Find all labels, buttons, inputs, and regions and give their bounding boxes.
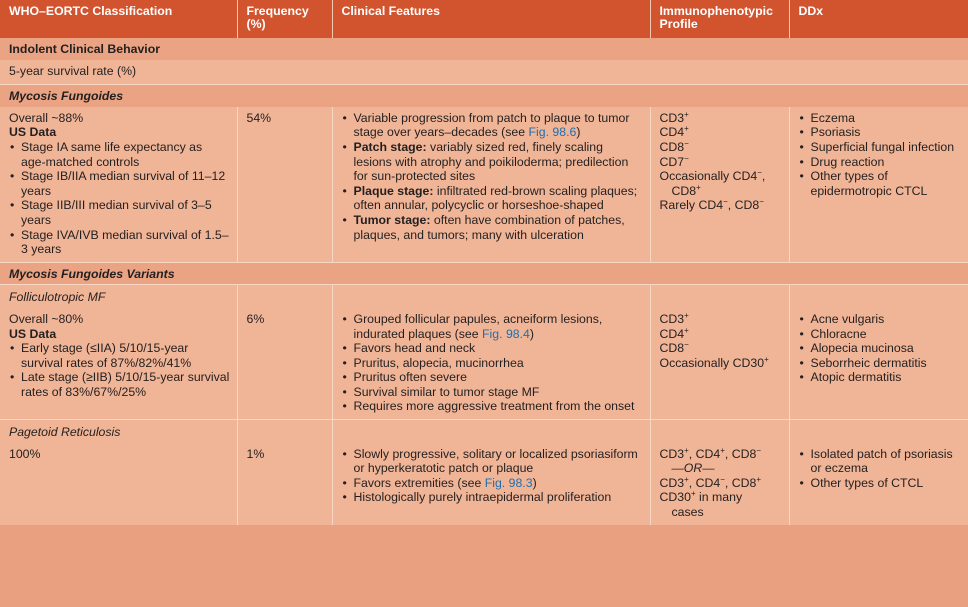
feature-text: ) [576,125,581,140]
fmf-feature-item: • Survival similar to tumor stage MF [342,385,643,400]
pr-feature-list [342,447,643,505]
fmf-feature-item: • Pruritus often severe [342,370,643,385]
ddx-item: • Superficial fungal infection [799,140,962,155]
patch-stage-label: Patch stage: [353,139,427,154]
feature-text: infiltrated red-brown scaling plaques; often annular, polycyclic or horseshoe-shaped [353,183,638,213]
immuno-marker: CD8− [659,138,689,154]
header-ddx: DDx [789,0,968,38]
pr-frequency: 1% [237,443,332,525]
immuno-marker: CD3+, CD4+, CD8− [659,445,762,461]
immuno-marker: Occasionally CD4−, [659,168,766,184]
mf-stage-item: • Stage IVA/IVB median survival of 1.5–3 years [9,228,230,257]
fmf-feature-item: • Favors head and neck [342,341,643,356]
ddx-item: • Chloracne [799,327,962,342]
fmf-us-data: US Data [9,326,57,341]
mf-feature-item [342,140,643,184]
ddx-item: • Isolated patch of psoriasis or eczema [799,447,962,476]
immuno-marker: CD3+, CD4−, CD8+ [659,474,762,490]
immuno-marker: CD8+ [671,182,701,198]
fmf-feature-item: • Requires more aggressive treatment from the onset [342,399,643,414]
variants-title: Mycosis Fungoides Variants [0,262,968,285]
ddx-item: • Eczema [799,111,962,126]
pr-ddx-list [799,447,962,491]
immuno-marker: CD4+ [659,325,689,341]
header-frequency: Frequency (%) [237,0,332,38]
fmf-stage-item: • Early stage (≤IIA) 5/10/15-year survival rates of 87%/82%/41% [9,341,230,370]
immuno-marker: cases [671,505,704,520]
header-immunophenotypic-profile: Immunophenotypic Profile [650,0,789,38]
immuno-marker: CD8− [659,340,689,356]
fmf-title-row [0,285,968,308]
fmf-feature-item: • Pruritus, alopecia, mucinorrhea [342,356,643,371]
fmf-ddx-cell [789,308,968,420]
pr-feature-item: • Favors extremities (see Fig. 98.3) [342,476,643,491]
mf-survival-cell [0,107,237,262]
mf-ddx-cell [789,107,968,262]
mf-stage-item: • Stage IIB/III median survival of 3–5 years [9,198,230,227]
section-indolent: Indolent Clinical Behavior [0,38,968,60]
pr-row [0,443,968,525]
fmf-survival-cell [0,308,237,420]
mf-stage-item: • Stage IB/IIA median survival of 11–12 years [9,169,230,198]
feature-text: variably sized red, finely scaling lesions with atrophy and poikiloderma; predilection for sun-protected sites [353,139,629,184]
ddx-item: • Drug reaction [799,155,962,170]
pr-immuno-cell [650,443,789,525]
mf-stage-item: • Stage IA same life expectancy as age-matched controls [9,140,230,169]
immuno-marker: CD3+ [659,109,689,125]
fmf-row [0,308,968,420]
fmf-feature-list [342,312,643,414]
variants-title-row [0,262,968,285]
ddx-item: • Seborrheic dermatitis [799,356,962,371]
pr-feature-item: • Histologically purely intraepidermal proliferation [342,490,643,505]
fmf-feature-item: • Grouped follicular papules, acneiform lesions, indurated plaques (see Fig. 98.4) [342,312,643,341]
ddx-item: • Psoriasis [799,125,962,140]
feature-text: Variable progression from patch to plaque to tumor stage over years–decades (see [353,110,630,140]
pr-title-row [0,420,968,443]
survival-label: 5-year survival rate (%) [0,60,968,85]
mf-ddx-list [799,111,962,199]
mf-feature-item [342,184,643,213]
mf-stage-list [9,140,230,257]
fmf-stage-item: • Late stage (≥IIB) 5/10/15-year survival rates of 83%/67%/25% [9,370,230,399]
immuno-or: —OR— [671,461,715,476]
ddx-item: • Atopic dermatitis [799,370,962,385]
mf-feature-list [342,111,643,242]
figure-link-98-4[interactable]: Fig. 98.4 [482,326,530,341]
mf-features-cell [332,107,650,262]
pr-overall: 100% [9,446,41,461]
mf-feature-item [342,111,643,140]
header-clinical-features: Clinical Features [332,0,650,38]
mf-us-data: US Data [9,125,57,140]
feature-text: often have combination of patches, plaques, and tumors; many with ulceration [353,212,625,242]
fmf-features-cell [332,308,650,420]
fmf-frequency: 6% [237,308,332,420]
fmf-title: Folliculotropic MF [0,285,237,308]
plaque-stage-label: Plaque stage: [353,183,434,198]
ddx-item: • Alopecia mucinosa [799,341,962,356]
fmf-ddx-list [799,312,962,385]
pr-survival-cell [0,443,237,525]
mf-feature-item [342,213,643,242]
mf-title: Mycosis Fungoides [0,85,968,107]
tumor-stage-label: Tumor stage: [353,212,431,227]
ddx-item: • Acne vulgaris [799,312,962,327]
immuno-marker: CD7− [659,153,689,169]
pr-title: Pagetoid Reticulosis [0,420,237,443]
immuno-marker: CD4+ [659,124,689,140]
ddx-item: • Other types of CTCL [799,476,962,491]
section-indolent-row [0,38,968,60]
pr-features-cell [332,443,650,525]
fmf-immuno-cell [650,308,789,420]
survival-label-row [0,60,968,85]
figure-link-98-3[interactable]: Fig. 98.3 [484,475,533,490]
figure-link-98-6[interactable]: Fig. 98.6 [528,125,577,140]
header-row [0,0,968,38]
immuno-marker: Rarely CD4−, CD8− [659,197,764,213]
mf-overall: Overall ~88% [9,110,84,125]
header-classification: WHO–EORTC Classification [0,0,237,38]
mf-row [0,107,968,262]
pr-ddx-cell [789,443,968,525]
mf-immuno-cell [650,107,789,262]
fmf-stage-list [9,341,230,399]
immuno-marker: Occasionally CD30+ [659,354,769,370]
immuno-marker: CD30+ in many [659,489,743,505]
ddx-item: • Other types of epidermotropic CTCL [799,169,962,198]
fmf-overall: Overall ~80% [9,311,84,326]
pr-feature-item: • Slowly progressive, solitary or localized psoriasiform or hyperkeratotic patch or plaque [342,447,643,476]
mf-frequency: 54% [237,107,332,262]
immuno-marker: CD3+ [659,310,689,326]
mf-title-row [0,85,968,107]
